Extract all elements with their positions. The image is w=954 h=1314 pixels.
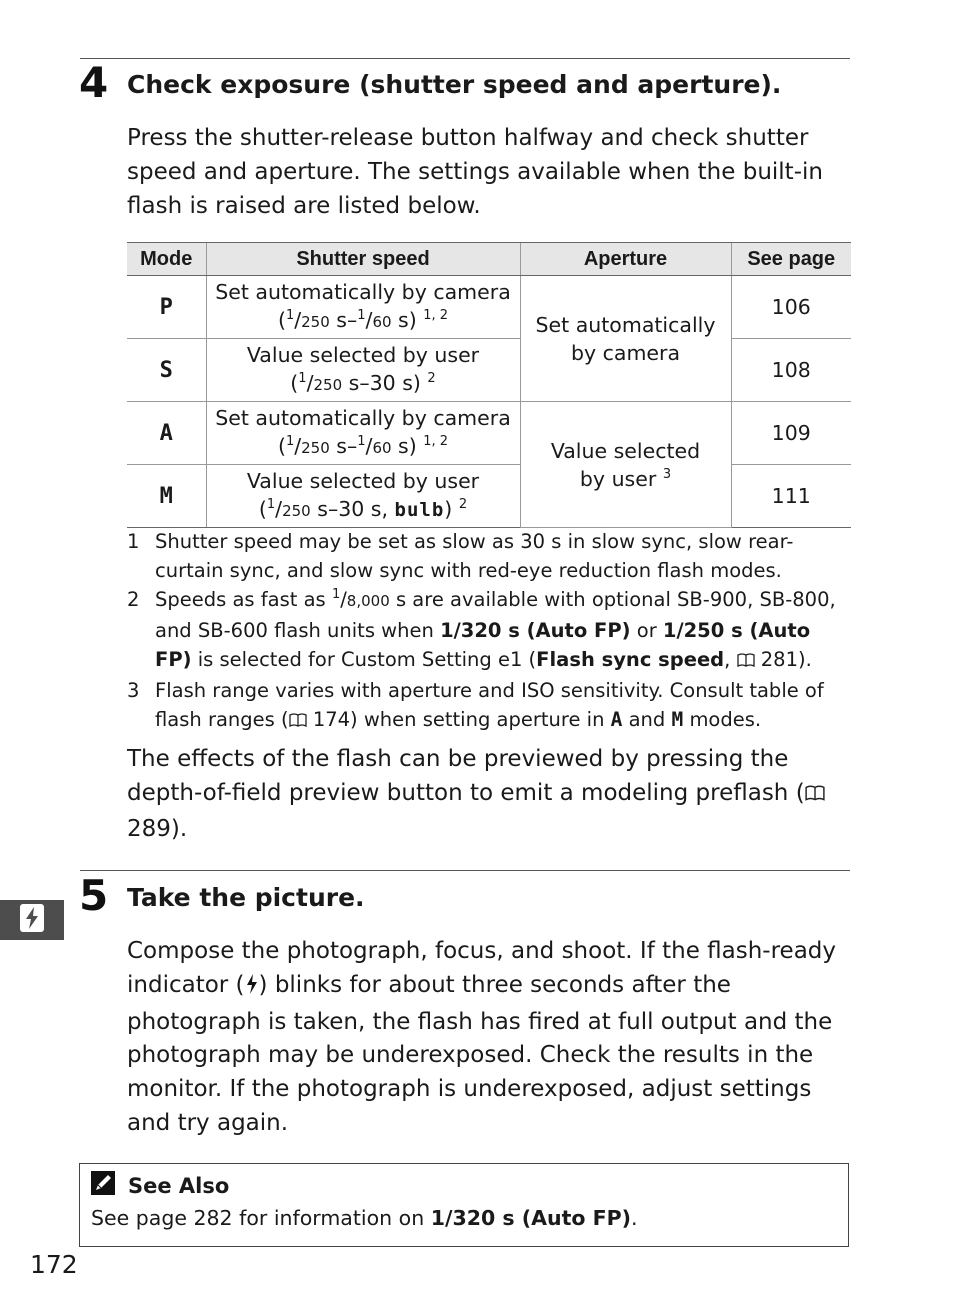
mode-p: P [159,294,173,320]
page-cell: 109 [731,402,851,465]
see-also-text: See page 282 for information on 1/320 s (Auto FP). [91,1206,638,1230]
flash-icon [19,903,45,937]
aperture-cell-user: Value selected by user $^3$ [520,402,731,528]
mode-s: S [159,357,173,383]
header-shutter-speed: Shutter speed [206,243,520,276]
shutter-cell: Set automatically by camera ($^1$/250 s–$^1$/60 s) $^{1, 2}$ [206,276,520,339]
footnote-2: 2 Speeds as fast as $^1$/8,000 s are available with optional SB-900, SB-800, and SB-600 flash units when 1/320 s (Auto FP) or 1/250 s (Auto FP) is selected for Custom Setting e1 (Flash sync speed, 281). [127,585,851,676]
table-row [127,465,851,528]
step5-paragraph: Compose the photograph, focus, and shoot. If the flash-ready indicator ( ) blinks for about three seconds after the photograph is taken, the flash has fired at full output and the photograph may be underexposed. Check the results in the monitor. If the photograph is underexposed, adjust settings and try again. [127,938,837,1136]
book-icon [289,707,307,736]
book-icon [737,647,755,676]
table-row [127,402,851,465]
table-row [127,276,851,339]
see-also-title: See Also [128,1173,230,1198]
mode-m: M [159,483,173,509]
header-mode: Mode [127,243,206,276]
flash-section-tab [0,900,64,940]
page-cell: 108 [731,339,851,402]
pencil-check-icon [90,1170,116,1201]
book-icon [805,779,825,813]
step4-paragraph: Press the shutter-release button halfway and check shutter speed and aperture. The settings available when the built-in flash is raised are listed below. [127,125,823,219]
page-cell: 106 [731,276,851,339]
page-cell: 111 [731,465,851,528]
step-number-5: 5 [79,871,109,920]
step-title-4: Check exposure (shutter speed and aperture). [127,70,782,99]
step-title-5: Take the picture. [127,883,365,912]
footnote-1: 1 Shutter speed may be set as slow as 30 s in slow sync, slow rear-curtain sync, and slow sync with red-eye reduction flash modes. [127,530,794,582]
step-number-4: 4 [79,58,109,107]
exposure-table [127,242,851,528]
header-see-page: See page [731,243,851,276]
table-row [127,339,851,402]
flash-icon [245,972,259,1006]
flash-preview-paragraph: The effects of the flash can be previewed by pressing the depth-of-field preview button to emit a modeling preflash ( 289). [127,743,827,846]
shutter-cell: Value selected by user ($^1$/250 s–30 s, bulb) $^2$ [206,465,520,528]
table-header-row [127,243,851,276]
table-footnotes [127,527,851,736]
shutter-cell: Set automatically by camera ($^1$/250 s–$^1$/60 s) $^{1, 2}$ [206,402,520,465]
page-number: 172 [30,1250,78,1279]
header-aperture: Aperture [520,243,731,276]
top-rule [80,58,850,59]
bulb-glyph: bulb [394,499,445,521]
section-rule [80,870,850,871]
footnote-3: 3 Flash range varies with aperture and ISO sensitivity. Consult table of flash ranges ( 174) when setting aperture in A and M modes. [127,676,851,736]
shutter-cell: Value selected by user ($^1$/250 s–30 s) $^2$ [206,339,520,402]
see-also-box [79,1163,849,1247]
mode-a: A [159,420,173,446]
aperture-cell-auto: Set automatically by camera [520,276,731,402]
